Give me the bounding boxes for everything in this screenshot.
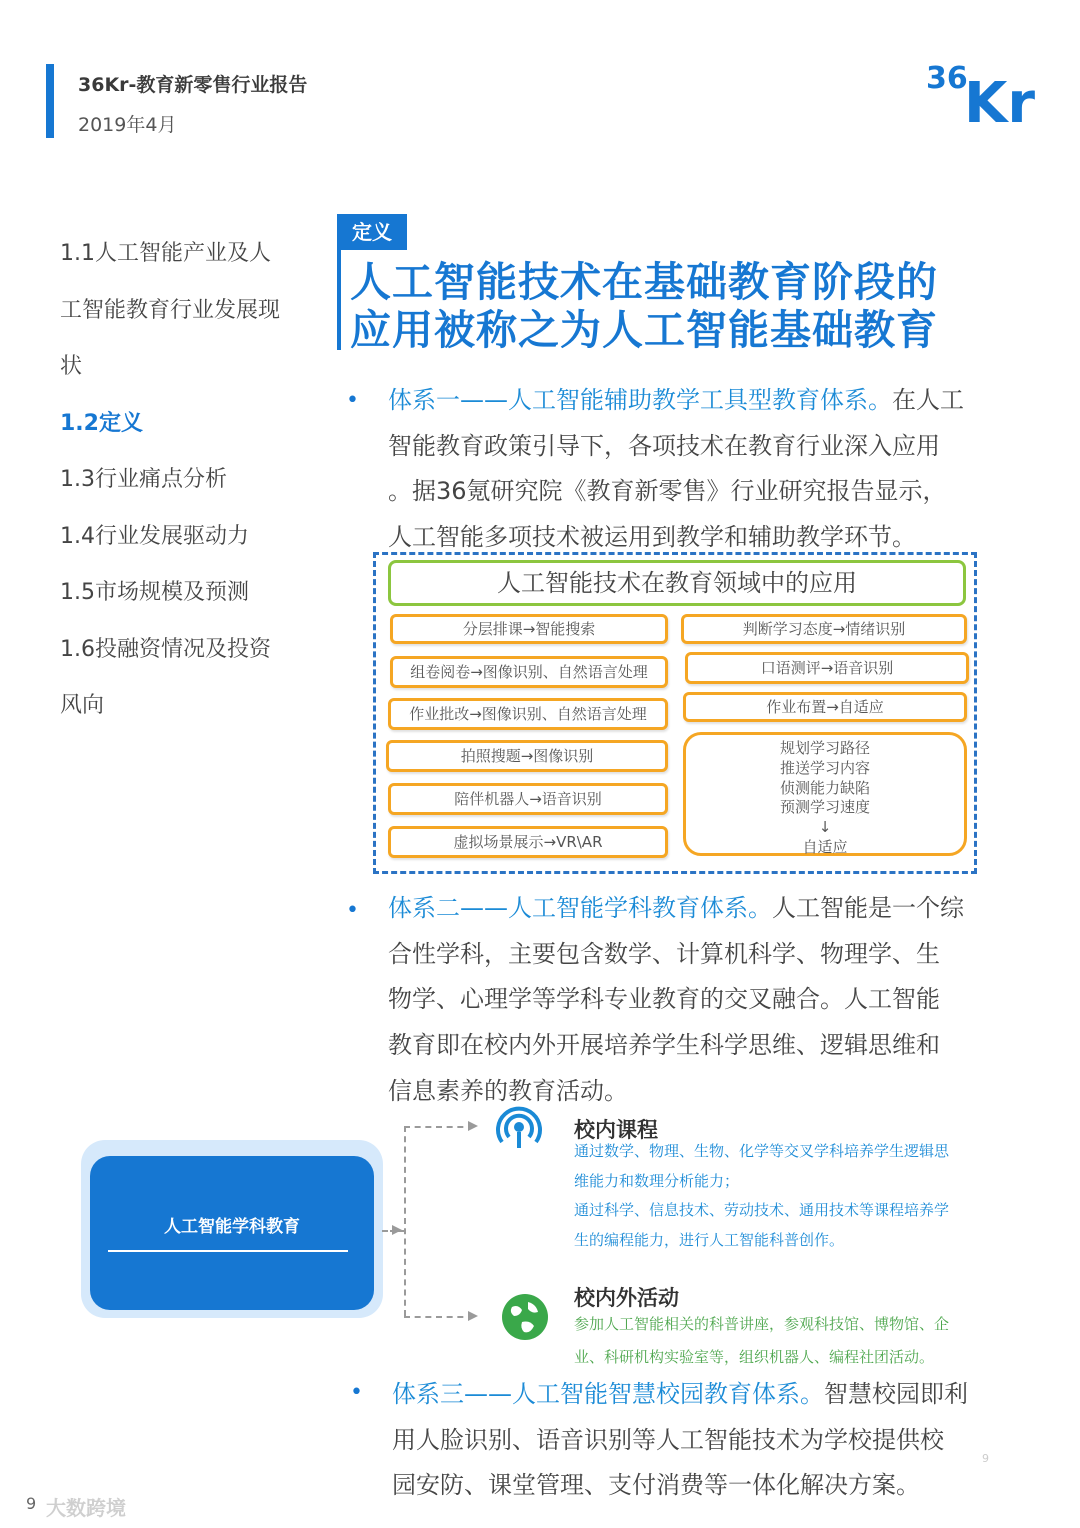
- signal-broadcast-icon: [494, 1104, 544, 1154]
- bullet-system3: •: [350, 1380, 363, 1405]
- arrow-right-icon: [468, 1120, 480, 1132]
- report-title: 36Kr-教育新零售行业报告: [78, 74, 308, 96]
- app-chip-left-2: 组卷阅卷→图像识别、自然语言处理: [390, 656, 668, 688]
- system1-line3: 。据36氪研究院《教育新零售》行业研究报告显示，: [388, 477, 947, 506]
- applications-title: 人工智能技术在教育领域中的应用: [388, 560, 966, 606]
- system1-line2: 智能教育政策引导下，各项技术在教育行业深入应用: [388, 431, 940, 460]
- app-chip-left-1: 分层排课→智能搜索: [390, 614, 668, 644]
- nav-item-1-5[interactable]: 1.5市场规模及预测: [60, 580, 249, 605]
- course-line-2: 维能力和数理分析能力；: [574, 1171, 740, 1190]
- system1-line1: [388, 378, 978, 424]
- app-chip-right-2: 口语测评→语音识别: [685, 652, 969, 684]
- connector-bottom: [404, 1316, 474, 1318]
- section-nav: [60, 226, 310, 735]
- activity-title: 校内外活动: [574, 1286, 679, 1310]
- arrow-right-icon: [392, 1224, 404, 1236]
- system2-line5: 信息素养的教育活动。: [388, 1076, 628, 1105]
- activity-description: [574, 1308, 984, 1374]
- course-description: [574, 1137, 984, 1255]
- section-title: [350, 258, 990, 354]
- page-number: 9: [26, 1494, 37, 1513]
- system1-line1-tail: 在人工: [892, 386, 964, 414]
- adaptive-line-2: 推送学习内容: [779, 758, 870, 777]
- nav-item-1-4[interactable]: 1.4行业发展驱动力: [60, 523, 249, 549]
- activity-line-2: 业、科研机构实验室等，组织机器人、编程社团活动。: [574, 1348, 935, 1366]
- bullet-system2: •: [346, 898, 359, 923]
- system3-line2: 用人脸识别、语音识别等人工智能技术为学校提供校: [392, 1425, 944, 1454]
- globe-icon: [500, 1292, 550, 1342]
- nav-item-1-1-line3[interactable]: 状: [60, 354, 83, 379]
- system3-line1: [392, 1372, 982, 1418]
- system2-paragraph: [388, 886, 978, 1115]
- app-chip-left-5: 陪伴机器人→语音识别: [388, 783, 668, 815]
- system3-paragraph: [392, 1372, 982, 1509]
- system3-line3: 园安防、课堂管理、支付消费等一体化解决方案。: [392, 1471, 920, 1500]
- course-line-4: 生的编程能力，进行人工智能科普创作。: [574, 1230, 845, 1249]
- nav-item-1-2[interactable]: 1.2定义: [60, 410, 143, 436]
- system3-line1-tail: 智慧校园即利: [824, 1380, 968, 1408]
- svg-text:36: 36: [926, 61, 968, 96]
- nav-item-1-3[interactable]: 1.3行业痛点分析: [60, 467, 227, 492]
- system3-heading: 体系三——人工智能智慧校园教育体系。: [392, 1380, 824, 1408]
- nav-item-1-1-line2[interactable]: 工智能教育行业发展现: [60, 297, 281, 323]
- connector-top: [404, 1126, 474, 1128]
- app-chip-left-6: 虚拟场景展示→VR\AR: [388, 826, 668, 858]
- subject-card-underline: [108, 1250, 348, 1252]
- adaptive-learning-box: [683, 732, 967, 856]
- app-chip-left-3: 作业批改→图像识别、自然语言处理: [388, 698, 668, 730]
- course-line-3: 通过科学、信息技术、劳动技术、通用技术等课程培养学: [574, 1201, 950, 1219]
- 36kr-logo: [924, 56, 1040, 128]
- app-chip-right-3: 作业布置→自适应: [683, 692, 967, 722]
- course-title: 校内课程: [574, 1118, 658, 1142]
- subject-card-label: 人工智能学科教育: [164, 1217, 300, 1237]
- nav-item-1-1-line1[interactable]: 1.1人工智能产业及人: [60, 241, 271, 266]
- system2-line3: 物学、心理学等学科专业教育的交叉融合。人工智能: [388, 985, 940, 1014]
- app-chip-right-1: 判断学习态度→情绪识别: [681, 614, 967, 644]
- system2-line1-tail: 人工智能是一个综: [772, 894, 964, 922]
- section-title-line2: 应用被称之为人工智能基础教育: [350, 306, 938, 354]
- system1-paragraph: [388, 378, 978, 561]
- report-date: 2019年4月: [78, 114, 177, 136]
- watermark: 大数跨境: [46, 1496, 126, 1520]
- system2-heading: 体系二——人工智能学科教育体系。: [388, 894, 772, 922]
- page-number-small: 9: [982, 1452, 989, 1465]
- adaptive-line-3: 侦测能力缺陷: [779, 778, 870, 797]
- app-chip-left-4: 拍照搜题→图像识别: [386, 740, 668, 772]
- section-title-line1: 人工智能技术在基础教育阶段的: [350, 258, 938, 306]
- nav-item-1-6-line2[interactable]: 风向: [60, 693, 105, 718]
- connector-vertical: [404, 1126, 406, 1316]
- adaptive-line-1: 规划学习路径: [779, 739, 870, 757]
- definition-rule: [337, 250, 341, 350]
- system2-line4: 教育即在校内外开展培养学生科学思维、逻辑思维和: [388, 1031, 940, 1060]
- nav-item-1-6-line1[interactable]: 1.6投融资情况及投资: [60, 636, 271, 662]
- system2-line2: 合性学科，主要包含数学、计算机科学、物理学、生: [388, 939, 940, 968]
- system2-line1: [388, 886, 978, 932]
- header-accent-bar: [46, 64, 54, 138]
- activity-line-1: 参加人工智能相关的科普讲座，参观科技馆、博物馆、企: [574, 1315, 950, 1333]
- course-line-1: 通过数学、物理、生物、化学等交叉学科培养学生逻辑思: [574, 1142, 950, 1160]
- arrow-right-icon: [468, 1310, 480, 1322]
- system1-heading: 体系一——人工智能辅助教学工具型教育体系。: [388, 386, 892, 414]
- definition-tag: 定义: [337, 214, 407, 250]
- adaptive-line-4: 预测学习速度: [779, 798, 870, 817]
- bullet-system1: •: [346, 388, 359, 413]
- adaptive-result: 自适应: [802, 837, 848, 856]
- svg-text:Kr: Kr: [964, 71, 1036, 128]
- down-arrow-icon: ↓: [818, 818, 832, 837]
- system1-line4: 人工智能多项技术被运用到教学和辅助教学环节。: [388, 523, 916, 552]
